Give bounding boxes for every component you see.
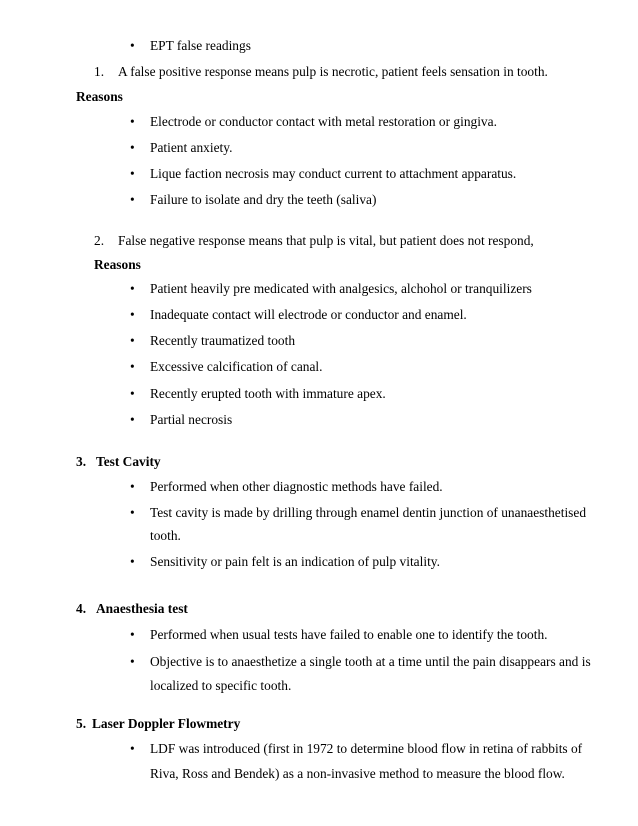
bullet: • — [130, 554, 135, 569]
reasons-heading: Reasons — [76, 89, 123, 104]
reasons-heading: Reasons — [94, 257, 141, 272]
item-number: 2. — [94, 233, 105, 248]
item-number: 1. — [94, 64, 105, 79]
list-item-text: Objective is to anaesthetize a single tooth at a time until the pain disappears and is — [150, 654, 591, 669]
list-item-continuation: tooth. — [150, 528, 181, 543]
bullet: • — [130, 281, 135, 296]
section-title: Anaesthesia test — [96, 601, 188, 616]
list-item-text: Performed when other diagnostic methods have failed. — [150, 479, 443, 494]
list-item-text: Excessive calcification of canal. — [150, 359, 323, 374]
list-item-text: Lique faction necrosis may conduct current to attachment apparatus. — [150, 166, 517, 181]
list-item-text: Performed when usual tests have failed to enable one to identify the tooth. — [150, 627, 548, 642]
bullet: • — [130, 38, 135, 53]
list-item-text: EPT false readings — [150, 38, 251, 53]
section-number: 4. — [76, 601, 87, 616]
bullet: • — [130, 505, 135, 520]
item-text: A false positive response means pulp is necrotic, patient feels sensation in tooth. — [118, 64, 548, 79]
list-item-text: Test cavity is made by drilling through enamel dentin junction of unanaesthetised — [150, 505, 587, 520]
list-item-text: Recently traumatized tooth — [150, 333, 296, 348]
bullet: • — [130, 386, 135, 401]
list-item-text: Patient anxiety. — [150, 140, 233, 155]
item-text: False negative response means that pulp is vital, but patient does not respond, — [118, 233, 534, 248]
list-item-text: LDF was introduced (first in 1972 to determine blood flow in retina of rabbits of — [150, 741, 583, 756]
list-item-text: Electrode or conductor contact with metal restoration or gingiva. — [150, 114, 497, 129]
bullet: • — [130, 741, 135, 756]
section-number: 5. — [76, 716, 87, 731]
bullet: • — [130, 412, 135, 427]
section-title: Laser Doppler Flowmetry — [92, 716, 241, 731]
bullet: • — [130, 627, 135, 642]
list-item-text: Sensitivity or pain felt is an indication of pulp vitality. — [150, 554, 440, 569]
bullet: • — [130, 140, 135, 155]
list-item-text: Patient heavily pre medicated with analgesics, alchohol or tranquilizers — [150, 281, 532, 296]
list-item-continuation: localized to specific tooth. — [150, 678, 292, 693]
section-number: 3. — [76, 454, 87, 469]
list-item-continuation: Riva, Ross and Bendek) as a non-invasive method to measure the blood flow. — [150, 766, 565, 781]
list-item-text: Partial necrosis — [150, 412, 233, 427]
bullet: • — [130, 479, 135, 494]
list-item-text: Failure to isolate and dry the teeth (saliva) — [150, 192, 377, 207]
bullet: • — [130, 359, 135, 374]
bullet: • — [130, 654, 135, 669]
bullet: • — [130, 114, 135, 129]
list-item-text: Inadequate contact will electrode or conductor and enamel. — [150, 307, 467, 322]
list-item-text: Recently erupted tooth with immature apex. — [150, 386, 386, 401]
bullet: • — [130, 166, 135, 181]
bullet: • — [130, 192, 135, 207]
bullet: • — [130, 307, 135, 322]
bullet: • — [130, 333, 135, 348]
section-title: Test Cavity — [96, 454, 161, 469]
